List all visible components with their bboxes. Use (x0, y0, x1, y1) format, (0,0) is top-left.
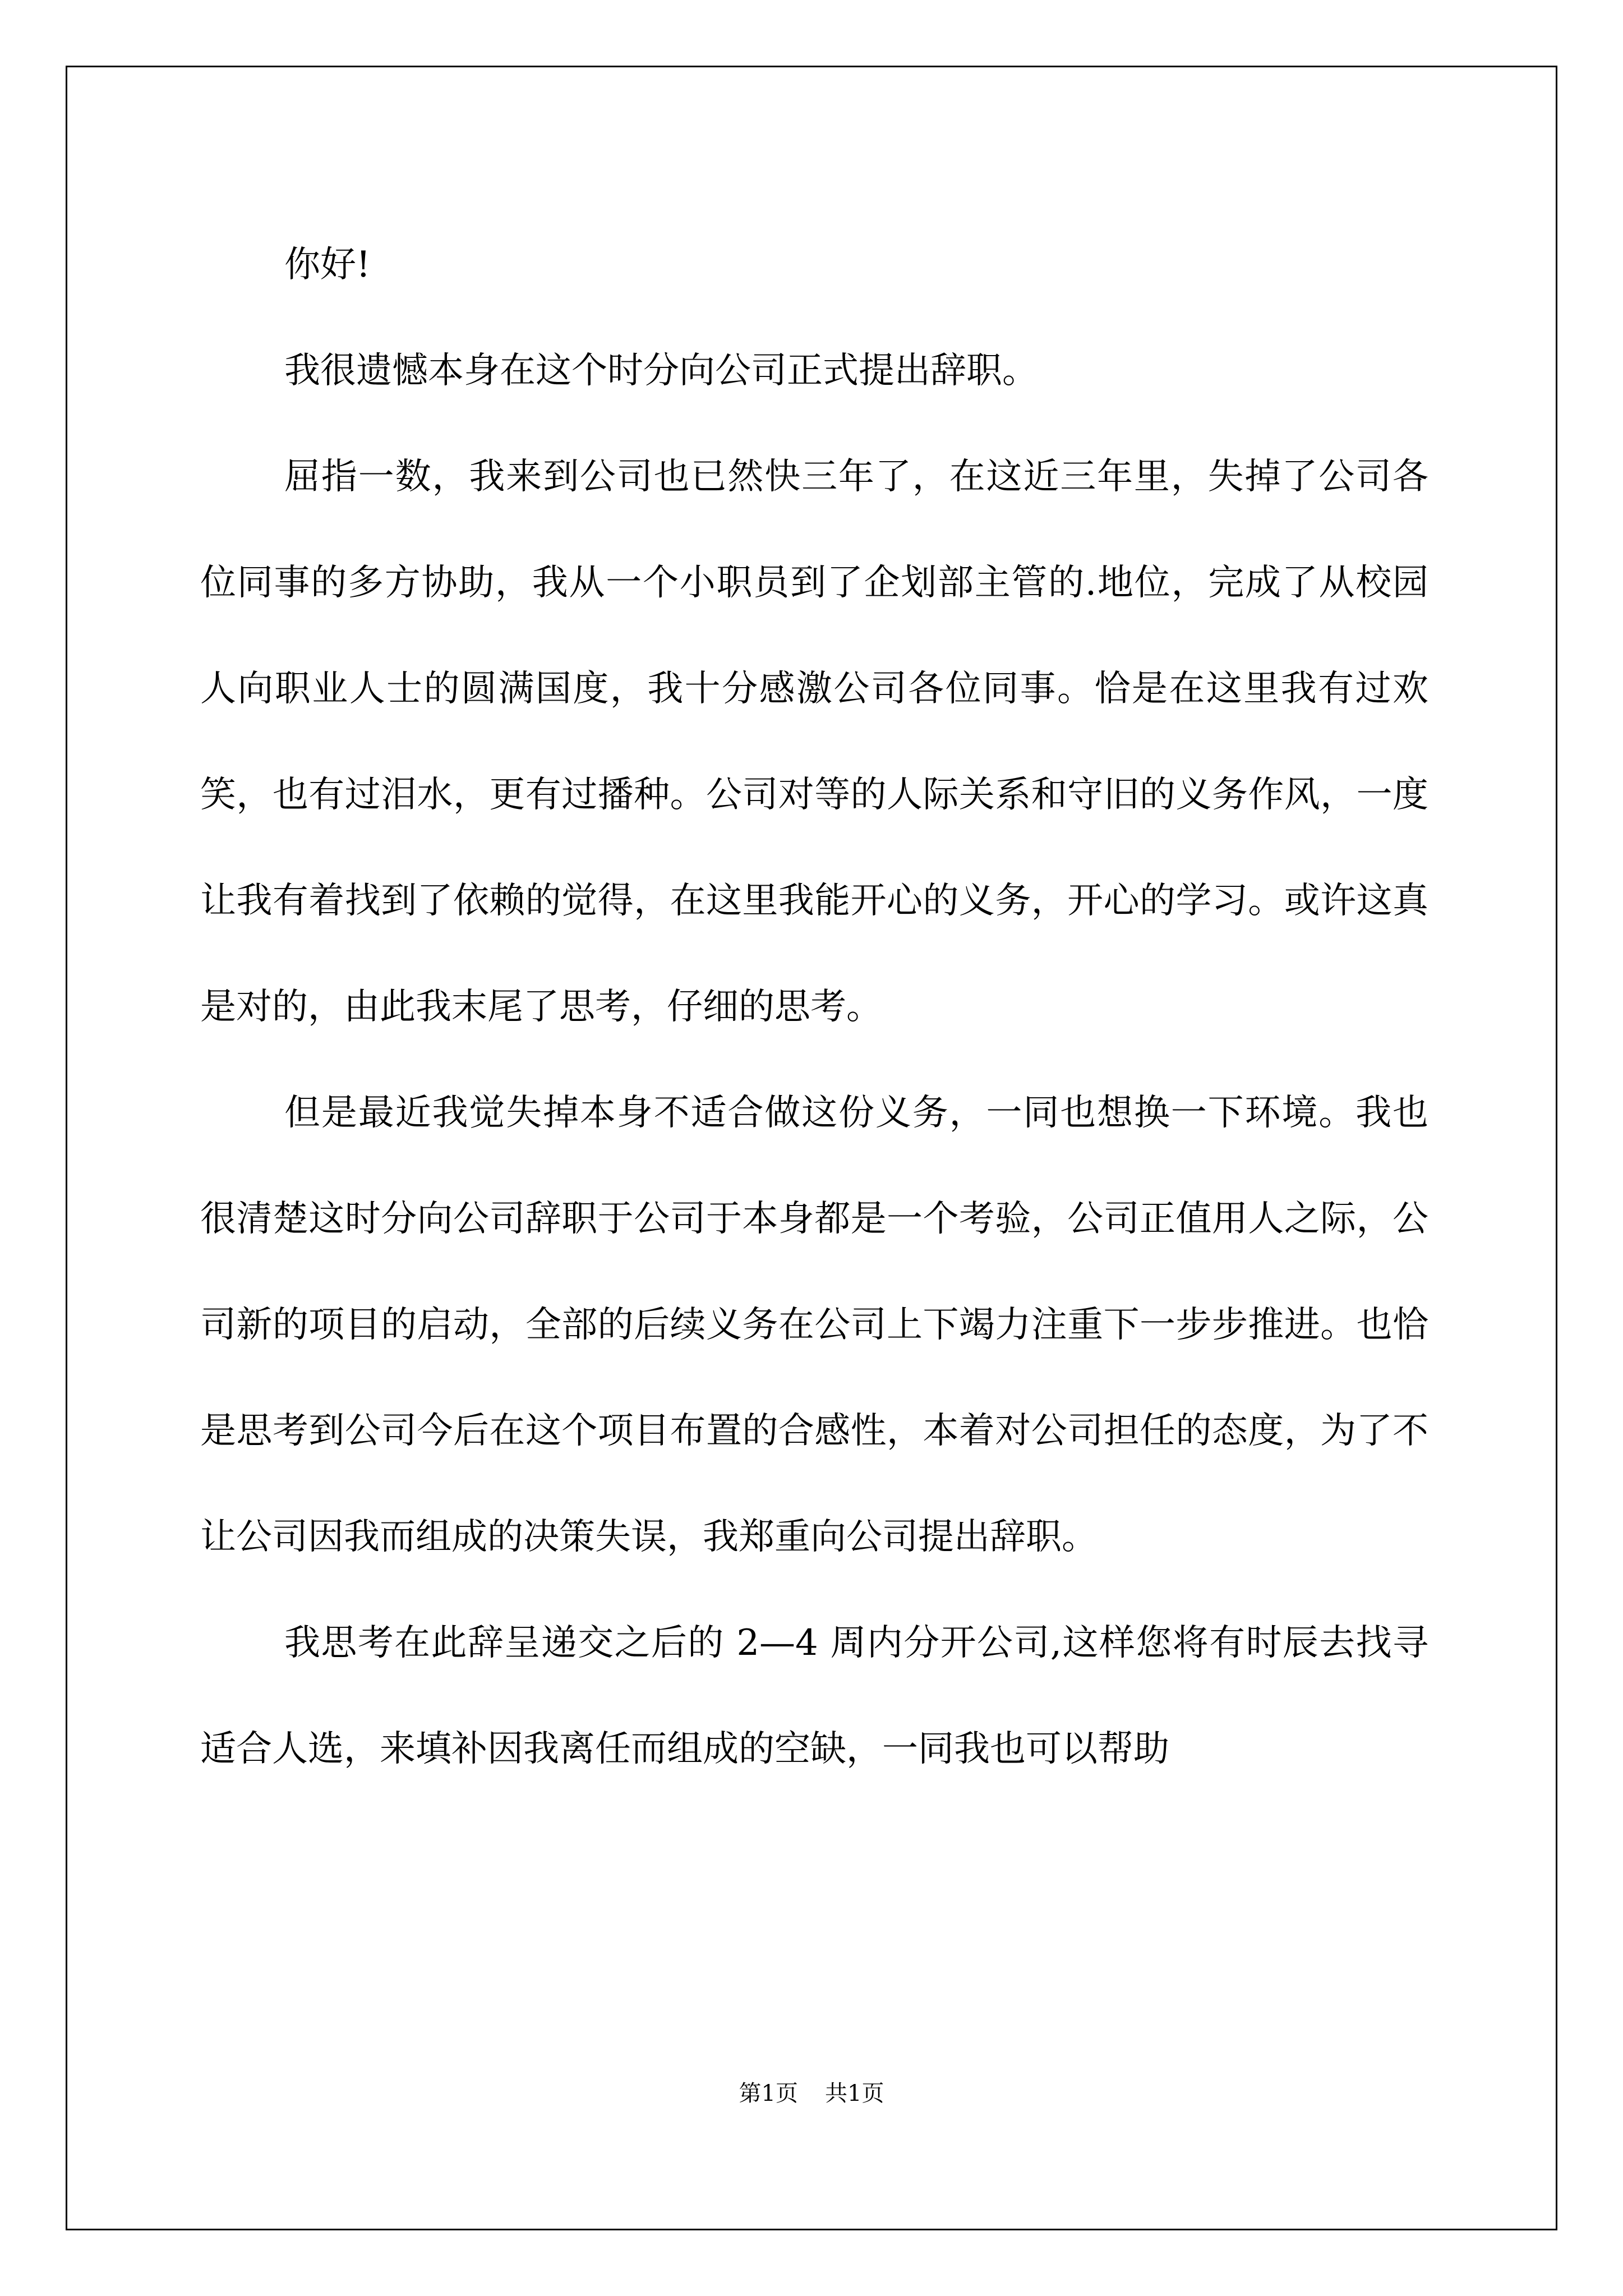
letter-body (200, 212, 1428, 1802)
paragraph-3: 但是最近我觉失掉本身不适合做这份义务，一同也想换一下环境。我也很清楚这时分向公司辞职于公司于本身都是一个考验，公司正值用人之际，公司新的项目的启动，全部的后续义务在公司上下竭力注重下一步步推进。也恰是思考到公司今后在这个项目布置的合感性，本着对公司担任的态度，为了不让公司因我而组成的决策失误，我郑重向公司提出辞职。 (200, 1092, 1428, 1558)
paragraph-2: 屈指一数，我来到公司也已然快三年了，在这近三年里，失掉了公司各位同事的多方协助，我从一个小职员到了企划部主管的.地位，完成了从校园人向职业人士的圆满国度，我十分感激公司各位同事。恰是在这里我有过欢笑，也有过泪水，更有过播种。公司对等的人际关系和守旧的义务作风，一度让我有着找到了依赖的觉得，在这里我能开心的义务，开心的学习。或许这真是对的，由此我末尾了思考，仔细的思考。 (200, 456, 1428, 1028)
paragraph-1: 我很遗憾本身在这个时分向公司正式提出辞职。 (284, 350, 1038, 392)
page-number-current: 第1页 (739, 2081, 798, 2106)
paragraph-4: 我思考在此辞呈递交之后的 2—4 周内分开公司,这样您将有时辰去找寻适合人选，来填补因我离任而组成的空缺，一同我也可以帮助 (200, 1622, 1428, 1770)
greeting: 你好! (284, 244, 371, 286)
page-number-total: 共1页 (825, 2081, 884, 2106)
page-footer (66, 2076, 1557, 2108)
